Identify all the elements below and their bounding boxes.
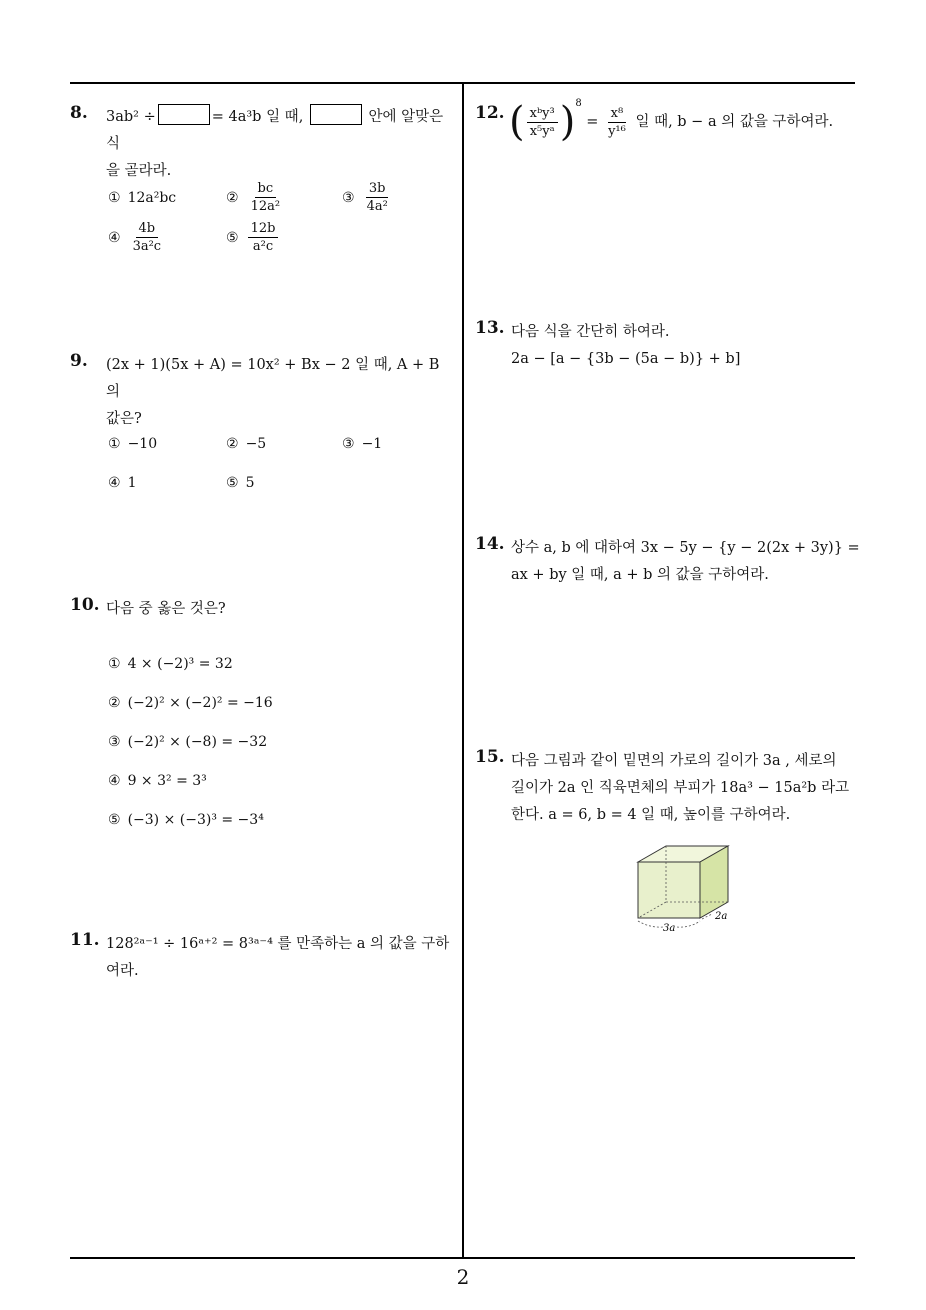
column-divider xyxy=(462,82,464,1258)
q8-option-5[interactable]: ⑤ $\frac{12b}{\text{a²c}}$ xyxy=(226,220,280,255)
figure-label-width: 3a xyxy=(663,923,676,934)
q13-text-line1: 다음 식을 간단히 하여라. xyxy=(511,324,670,340)
q8-option-1[interactable]: ① 12a²bc xyxy=(108,190,177,206)
q9-text-line1: (2x + 1)(5x + A) = 10x² + Bx − 2 일 때, A + B 의 xyxy=(106,357,440,400)
question-number: 15. xyxy=(475,747,505,767)
q10-option-3[interactable]: ③ (−2)² × (−8) = −32 xyxy=(108,734,268,750)
q11-text-line1: 128²ᵃ⁻¹ ÷ 16ᵃ⁺² = 8³ᵃ⁻⁴ 를 만족하는 a 의 값을 구하 xyxy=(106,936,450,952)
q14-text-line2: ax + by 일 때, a + b 의 값을 구하여라. xyxy=(511,567,769,583)
q9-option-4[interactable]: ④ 1 xyxy=(108,475,137,491)
question-number: 9. xyxy=(70,351,88,371)
answer-blank-box xyxy=(158,104,210,125)
q15-text-line3: 한다. a = 6, b = 4 일 때, 높이를 구하여라. xyxy=(511,807,791,823)
q9-option-5[interactable]: ⑤ 5 xyxy=(226,475,255,491)
q8-option-3[interactable]: ③ $\frac{3b}{\text{4a²}}$ xyxy=(342,181,388,214)
question-number: 13. xyxy=(475,318,505,338)
q8-text-b: = 4a³b 일 때, xyxy=(211,109,304,125)
answer-blank-box xyxy=(310,104,362,125)
q12-lhs-denominator: x⁵yᵃ xyxy=(529,123,555,139)
q12-lhs-numerator: xᵇy³ xyxy=(527,105,558,123)
question-number: 10. xyxy=(70,595,100,615)
q10-option-1[interactable]: ① 4 × (−2)³ = 32 xyxy=(108,656,233,672)
q12-power: 8 xyxy=(575,98,582,109)
q8-text-a: 3ab² ÷ xyxy=(106,109,156,125)
question-number: 14. xyxy=(475,534,505,554)
q10-text: 다음 중 옳은 것은? xyxy=(106,601,226,617)
q15-text-line1: 다음 그림과 같이 밑면의 가로의 길이가 3a , 세로의 xyxy=(511,753,837,769)
q12-text: 일 때, b − a 의 값을 구하여라. xyxy=(635,114,834,130)
q8-text-line2: 을 골라라. xyxy=(106,163,172,179)
q10-option-4[interactable]: ④ 9 × 3² = 3³ xyxy=(108,773,207,789)
question-number: 8. xyxy=(70,103,88,123)
q9-option-1[interactable]: ① −10 xyxy=(108,436,158,452)
q8-option-4[interactable]: ④ $\frac{4b}{\text{3a²c}}$ xyxy=(108,221,162,254)
page-number: 2 xyxy=(456,1265,470,1289)
q15-text-line2: 길이가 2a 인 직육면체의 부피가 18a³ − 15a²b 라고 xyxy=(511,780,850,796)
q11-text-line2: 여라. xyxy=(106,963,139,979)
question-number: 12. xyxy=(475,103,505,123)
q12-rhs-denominator: y¹⁶ xyxy=(608,123,626,139)
q10-option-2[interactable]: ② (−2)² × (−2)² = −16 xyxy=(108,695,273,711)
q8-option-2[interactable]: ② $\frac{bc}{\text{12a²}}$ xyxy=(226,181,281,214)
q9-option-2[interactable]: ② −5 xyxy=(226,436,267,452)
q13-expression: 2a − [a − {3b − (5a − b)} + b] xyxy=(511,351,741,367)
q8-text-c: 안에 알맞은 식 xyxy=(106,109,444,152)
q14-text-line1: 상수 a, b 에 대하여 3x − 5y − {y − 2(2x + 3y)} = xyxy=(511,540,860,556)
q9-option-3[interactable]: ③ −1 xyxy=(342,436,383,452)
q10-option-5[interactable]: ⑤ (−3) × (−3)³ = −3⁴ xyxy=(108,812,264,828)
question-number: 11. xyxy=(70,930,100,950)
q12-rhs-numerator: x⁸ xyxy=(608,105,627,123)
figure-label-depth: 2a xyxy=(715,911,728,922)
cuboid-figure xyxy=(630,842,740,934)
q9-text-line2: 값은? xyxy=(106,411,142,427)
